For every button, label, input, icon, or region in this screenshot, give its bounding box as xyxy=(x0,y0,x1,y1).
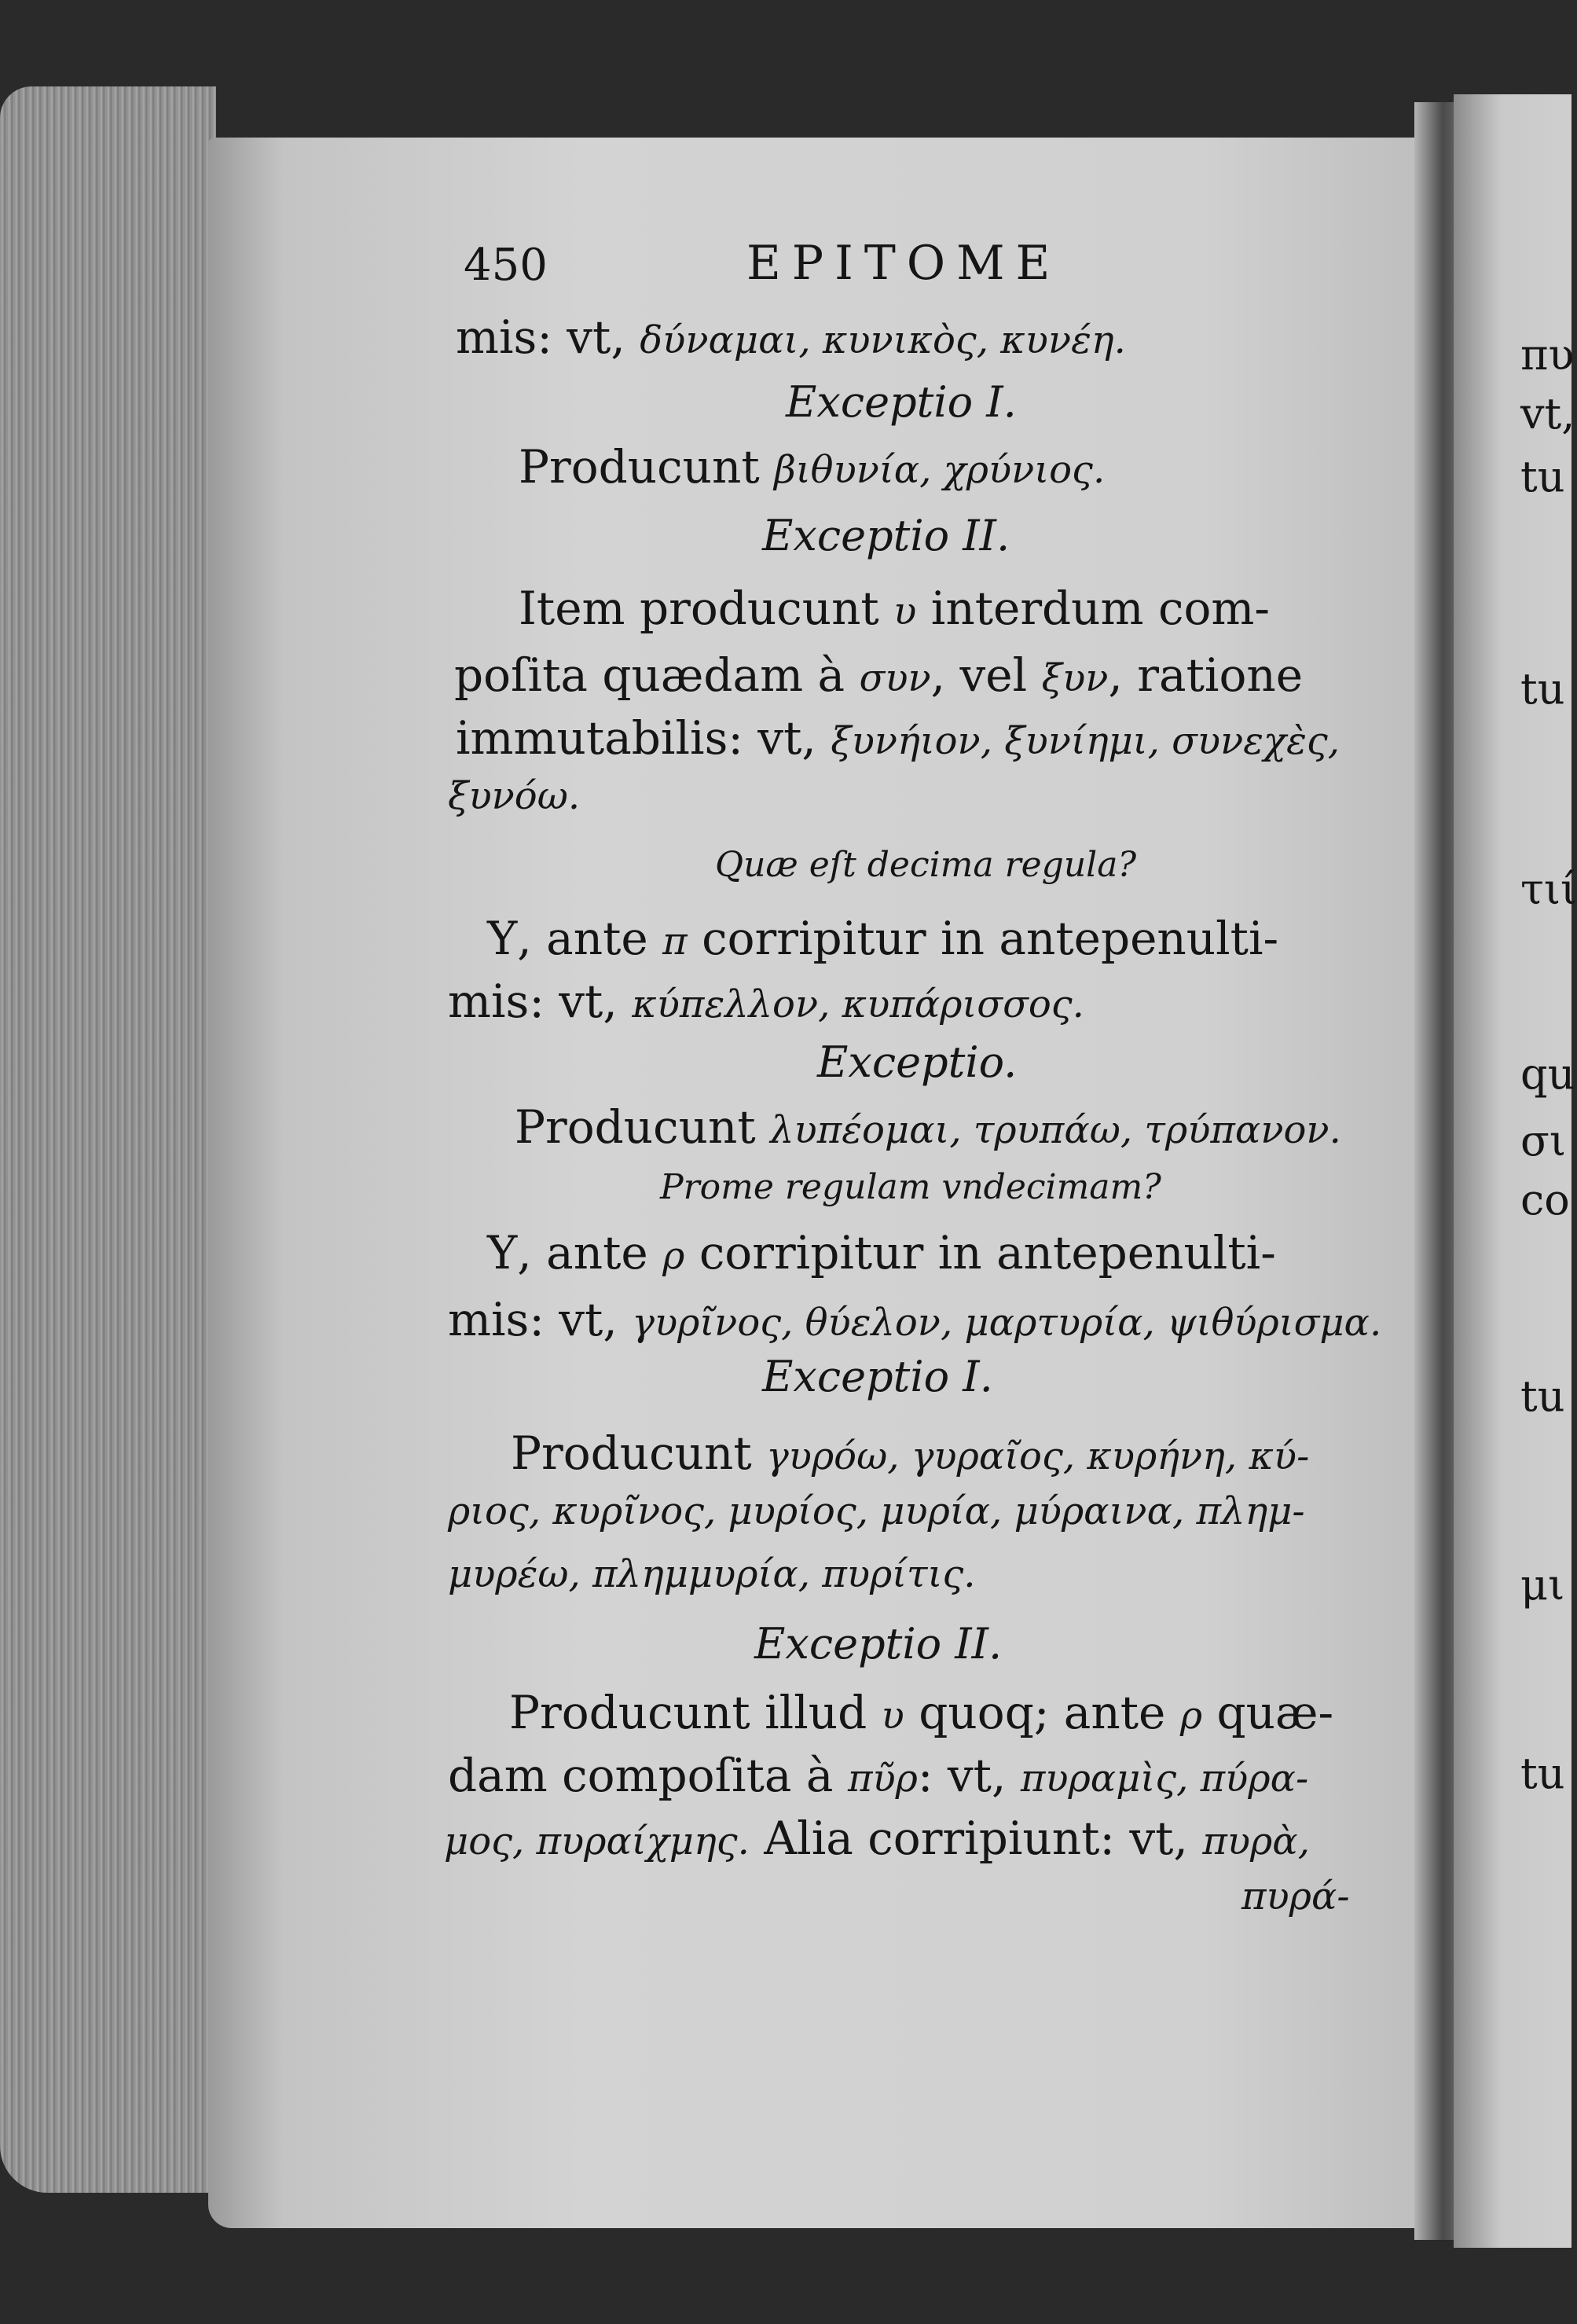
latin-text: Item producunt xyxy=(519,582,894,635)
greek-text: πυραμὶς, πύρα- xyxy=(1020,1757,1309,1801)
latin-text: Producunt xyxy=(519,440,775,494)
greek-text: κύπελλον, κυπάρισσος. xyxy=(632,982,1084,1026)
right-page-fragment: tu xyxy=(1520,1749,1565,1798)
greek-text: υ xyxy=(881,1694,904,1738)
latin-text: quæ- xyxy=(1202,1686,1334,1739)
right-page-fragment: vt, xyxy=(1520,389,1575,439)
right-page-fragment: tu xyxy=(1520,1371,1565,1421)
right-page-fragment: tu xyxy=(1520,452,1565,501)
text-line xyxy=(448,1749,1308,1802)
greek-text: δύναμαι, κυνικὸς, κυνέη. xyxy=(640,318,1126,362)
text-line xyxy=(448,1552,976,1596)
latin-text: corripitur in antepenulti- xyxy=(684,1226,1276,1279)
exception-heading-text: Exceptio II. xyxy=(762,511,1010,560)
right-page-fragment: πυ xyxy=(1520,330,1575,380)
text-line xyxy=(487,1226,1276,1279)
exception-heading-text: Exceptio. xyxy=(817,1037,1018,1087)
running-title: EPITOME xyxy=(746,236,1062,291)
text-line xyxy=(448,1293,1381,1346)
greek-text: γυρῖνος, θύελον, μαρτυρία, ψιθύρισμα. xyxy=(632,1301,1382,1345)
right-page-fragment: co xyxy=(1520,1175,1570,1224)
latin-text: immutabilis: vt, xyxy=(456,711,831,765)
latin-text: interdum com- xyxy=(916,582,1270,635)
latin-text: Producunt illud xyxy=(509,1686,882,1739)
text-line xyxy=(448,1489,1305,1533)
greek-text: μος, πυραίχμης. xyxy=(444,1819,750,1863)
page-number: 450 xyxy=(464,240,548,291)
greek-text: πυρὰ, xyxy=(1202,1819,1310,1863)
latin-text: Producunt xyxy=(511,1426,767,1480)
rule-question-text: Prome regulam vndecimam? xyxy=(660,1167,1161,1207)
latin-text: mis: vt, xyxy=(456,310,640,364)
latin-text: corripitur in antepenulti- xyxy=(687,912,1279,965)
text-line xyxy=(456,711,1340,765)
rule-question-text: Quæ eſt decima regula? xyxy=(715,845,1137,885)
book-fore-edge xyxy=(0,86,216,2193)
text-line xyxy=(519,582,1270,635)
right-page-fragment: tu xyxy=(1520,664,1565,714)
text-line xyxy=(511,1426,1309,1480)
latin-text: Producunt xyxy=(515,1100,771,1154)
greek-text: ξυν xyxy=(1041,656,1109,700)
text-line xyxy=(456,310,1126,364)
latin-text: Υ, ante xyxy=(487,912,663,965)
text-line xyxy=(509,1686,1333,1739)
text-line xyxy=(1241,1874,1350,1918)
greek-text: συν xyxy=(859,656,931,700)
exception-heading-text: Exceptio I. xyxy=(786,377,1017,427)
right-page-fragment: qu xyxy=(1520,1049,1575,1099)
latin-text: : vt, xyxy=(917,1749,1021,1802)
text-line xyxy=(448,774,580,818)
greek-text: πῦρ xyxy=(847,1757,918,1801)
latin-text: mis: vt, xyxy=(448,1293,633,1346)
latin-text: poſita quædam à xyxy=(454,648,860,702)
latin-text: mis: vt, xyxy=(448,975,633,1028)
exception-heading-text: Exceptio I. xyxy=(762,1352,993,1401)
text-line xyxy=(444,1812,1310,1865)
text-line xyxy=(448,975,1084,1028)
text-line xyxy=(515,1100,1341,1154)
latin-text: , vel xyxy=(930,648,1042,702)
latin-text: Υ, ante xyxy=(487,1226,663,1279)
text-line xyxy=(519,440,1105,494)
greek-text: ρ xyxy=(662,1234,685,1278)
greek-text: υ xyxy=(893,589,917,633)
greek-text: π xyxy=(662,920,688,964)
greek-text: ξυνόω. xyxy=(448,774,581,818)
right-page-fragment: μι xyxy=(1520,1560,1565,1610)
greek-text: ρ xyxy=(1179,1694,1203,1738)
right-page-fragment: τιί xyxy=(1520,865,1577,914)
greek-text: πυρά- xyxy=(1241,1874,1350,1918)
latin-text: dam compoſita à xyxy=(448,1749,848,1802)
text-line xyxy=(454,648,1303,702)
greek-text: βιθυνία, χρύνιος. xyxy=(774,448,1106,492)
exception-heading-text: Exceptio II. xyxy=(754,1619,1003,1669)
greek-text: μυρέω, πλημμυρία, πυρίτις. xyxy=(448,1552,976,1596)
latin-text: quoq; ante xyxy=(904,1686,1180,1739)
latin-text: Alia corripiunt: vt, xyxy=(749,1812,1203,1865)
greek-text: ριος, κυρῖνος, μυρίος, μυρία, μύραινα, πλημ- xyxy=(448,1489,1305,1533)
text-line xyxy=(487,912,1278,965)
greek-text: λυπέομαι, τρυπάω, τρύπανον. xyxy=(770,1108,1341,1152)
greek-text: γυρόω, γυραῖος, κυρήνη, κύ- xyxy=(766,1434,1310,1478)
right-page-fragment: σι xyxy=(1520,1116,1567,1166)
latin-text: , ratione xyxy=(1108,648,1304,702)
greek-text: ξυνήιον, ξυνίημι, συνεχὲς, xyxy=(831,719,1340,763)
